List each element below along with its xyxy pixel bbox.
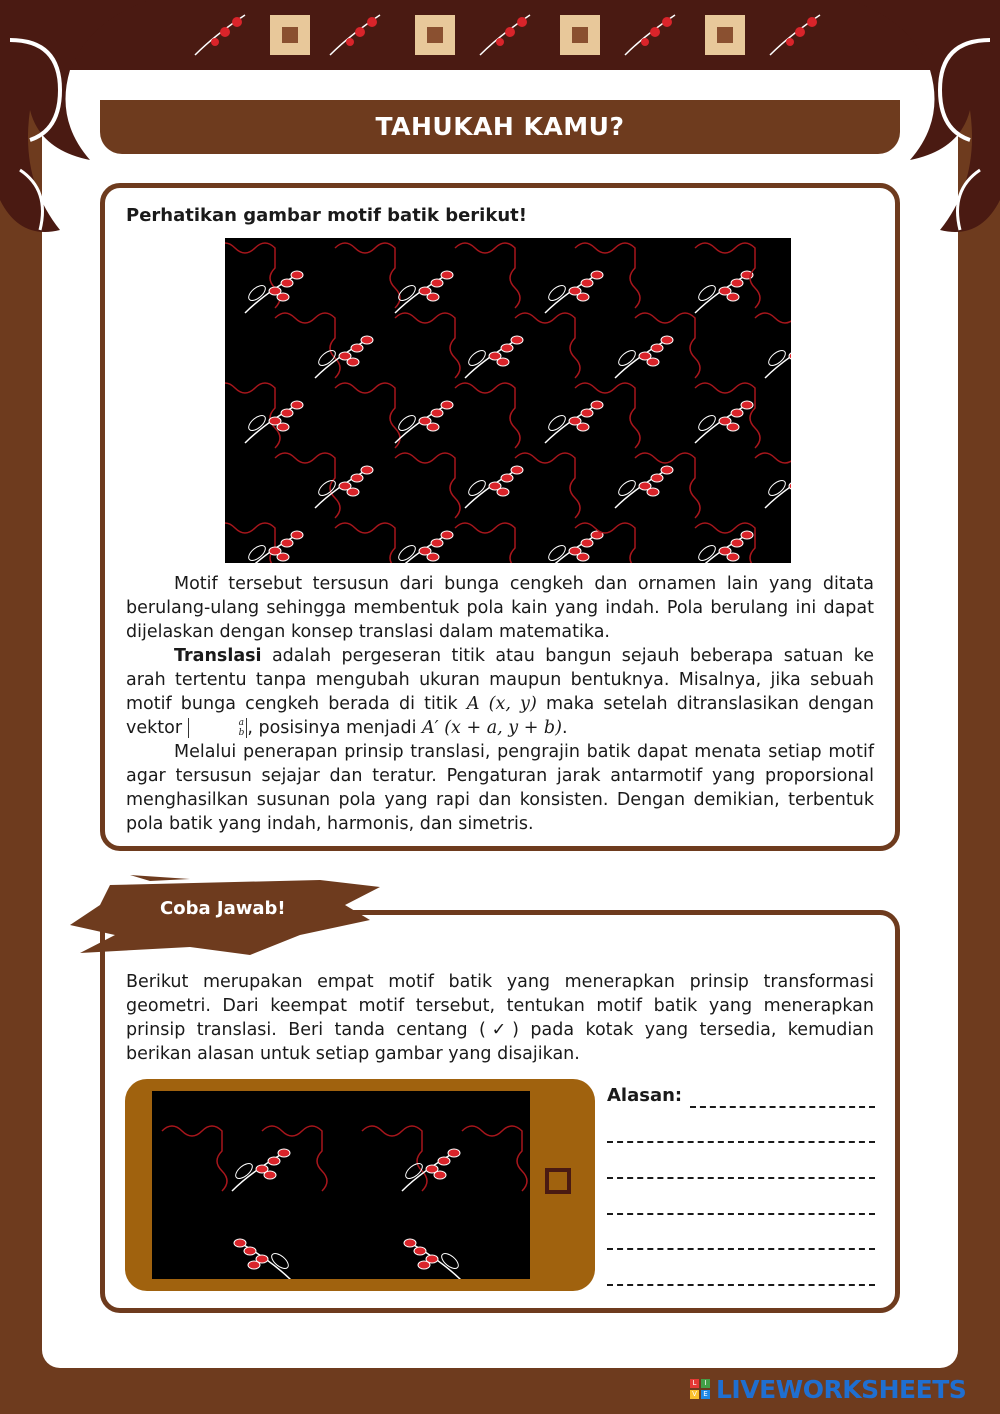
paragraph-2 [126,644,874,740]
red-ornament-line [275,453,340,518]
reason-line[interactable] [607,1284,875,1286]
clove-flower-motif [695,531,753,563]
paragraph-1: Motif tersebut tersusun dari bunga cengkeh dan ornamen lain yang ditata berulang-ulang sehingga membentuk pola kain yang indah. Pola berulang ini dapat dijelaskan dengan konsep translasi dalam matematika. [126,574,874,642]
section-heading: Perhatikan gambar motif batik berikut! [126,205,527,226]
red-ornament-line [755,313,791,378]
p2-text-a: adalah pergeseran titik atau bangun sejauh beberapa satuan ke arah tertentu tanpa mengubah ukuran maupun bentuknya. Misalnya, jika sebuah motif bunga cengkeh berada di titik [126,646,874,714]
clove-flower-motif [395,531,453,563]
logo-cube: V [690,1390,699,1399]
red-ornament-line [335,383,400,448]
batik-option-pattern [152,1091,530,1279]
red-ornament-line [395,313,460,378]
clove-flower-motif [695,401,753,443]
red-ornament-line [515,313,580,378]
red-ornament-line [462,1126,527,1191]
point-a-prime-math: A′ (x + a, y + b) [422,718,562,738]
red-ornament-line [275,313,340,378]
liveworksheets-logo [690,1374,966,1404]
red-ornament-line [635,313,700,378]
red-ornament-line [162,1126,227,1191]
clove-flower-motif [402,1149,460,1191]
reason-line[interactable] [607,1213,875,1215]
red-ornament-line [225,523,280,563]
clove-flower-motif [245,401,303,443]
clove-flower-motif [315,336,373,378]
clove-flower-motif [465,466,523,508]
clove-flower-motif [765,336,791,378]
red-ornament-line [515,453,580,518]
point-a-math: A (x, y) [466,694,537,714]
logo-cube: E [701,1390,710,1399]
clove-flower-motif [245,531,303,563]
clove-flower-motif [545,531,603,563]
clove-flower-motif [395,401,453,443]
red-ornament-line [695,383,760,448]
red-ornament-line [225,383,280,448]
clove-flower-motif [465,336,523,378]
vector-ab [188,718,248,738]
clove-flower-motif [245,271,303,313]
batik-pattern [225,238,791,563]
clove-flower-motif [315,466,373,508]
clove-flower-motif [395,271,453,313]
vector-top: a [238,718,244,728]
term-translasi: Translasi [174,646,262,666]
reason-line[interactable] [607,1177,875,1179]
clove-flower-motif [695,271,753,313]
reason-line[interactable] [690,1106,875,1108]
red-ornament-line [335,523,400,563]
red-ornament-line [455,243,520,308]
logo-cube: I [701,1379,710,1388]
clove-flower-motif [545,271,603,313]
clove-flower-motif [765,466,791,508]
clove-flower-motif [615,336,673,378]
clove-flower-motif [404,1239,462,1279]
p2-text-c: , posisinya menjadi [247,718,423,738]
logo-cube: L [690,1379,699,1388]
exercise-label: Coba Jawab! [160,898,286,919]
batik-motif-image [225,238,791,563]
clove-flower-motif [232,1149,290,1191]
answer-checkbox[interactable] [545,1168,571,1194]
reason-line[interactable] [607,1248,875,1250]
batik-option-image [152,1091,530,1279]
p2-end: . [561,718,568,738]
paragraph-3: Melalui penerapan prinsip translasi, pengrajin batik dapat menata setiap motif agar tersusun sejajar dan teratur. Pengaturan jarak antarmotif yang proporsional menghasilkan susunan pola yang rapi dan konsisten. Dengan demikian, terbentuk pola batik yang indah, harmonis, dan simetris. [126,742,874,834]
reason-label: Alasan: [607,1085,683,1106]
red-ornament-line [362,1126,427,1191]
clove-flower-motif [234,1239,292,1279]
page-title: TAHUKAH KAMU? [100,100,900,154]
reason-line[interactable] [607,1141,875,1143]
vector-bottom: b [238,728,245,738]
red-ornament-line [455,383,520,448]
red-ornament-line [225,243,280,308]
red-ornament-line [335,243,400,308]
clove-flower-motif [545,401,603,443]
exercise-instruction: Berikut merupakan empat motif batik yang menerapkan prinsip transformasi geometri. Dari keempat motif tersebut, tentukan motif batik yang menerapkan prinsip translasi. Beri tanda centang (✓) pada kotak yang tersedia, kemudian berikan alasan untuk setiap gambar yang disajikan. [126,972,874,1064]
brand-text: LIVEWORKSHEETS [716,1374,967,1404]
p2-text-b: maka setelah ditranslasikan dengan vektor [126,694,874,738]
clove-flower-motif [615,466,673,508]
logo-cubes-icon [690,1379,710,1399]
red-ornament-line [395,453,460,518]
red-ornament-line [455,523,520,563]
